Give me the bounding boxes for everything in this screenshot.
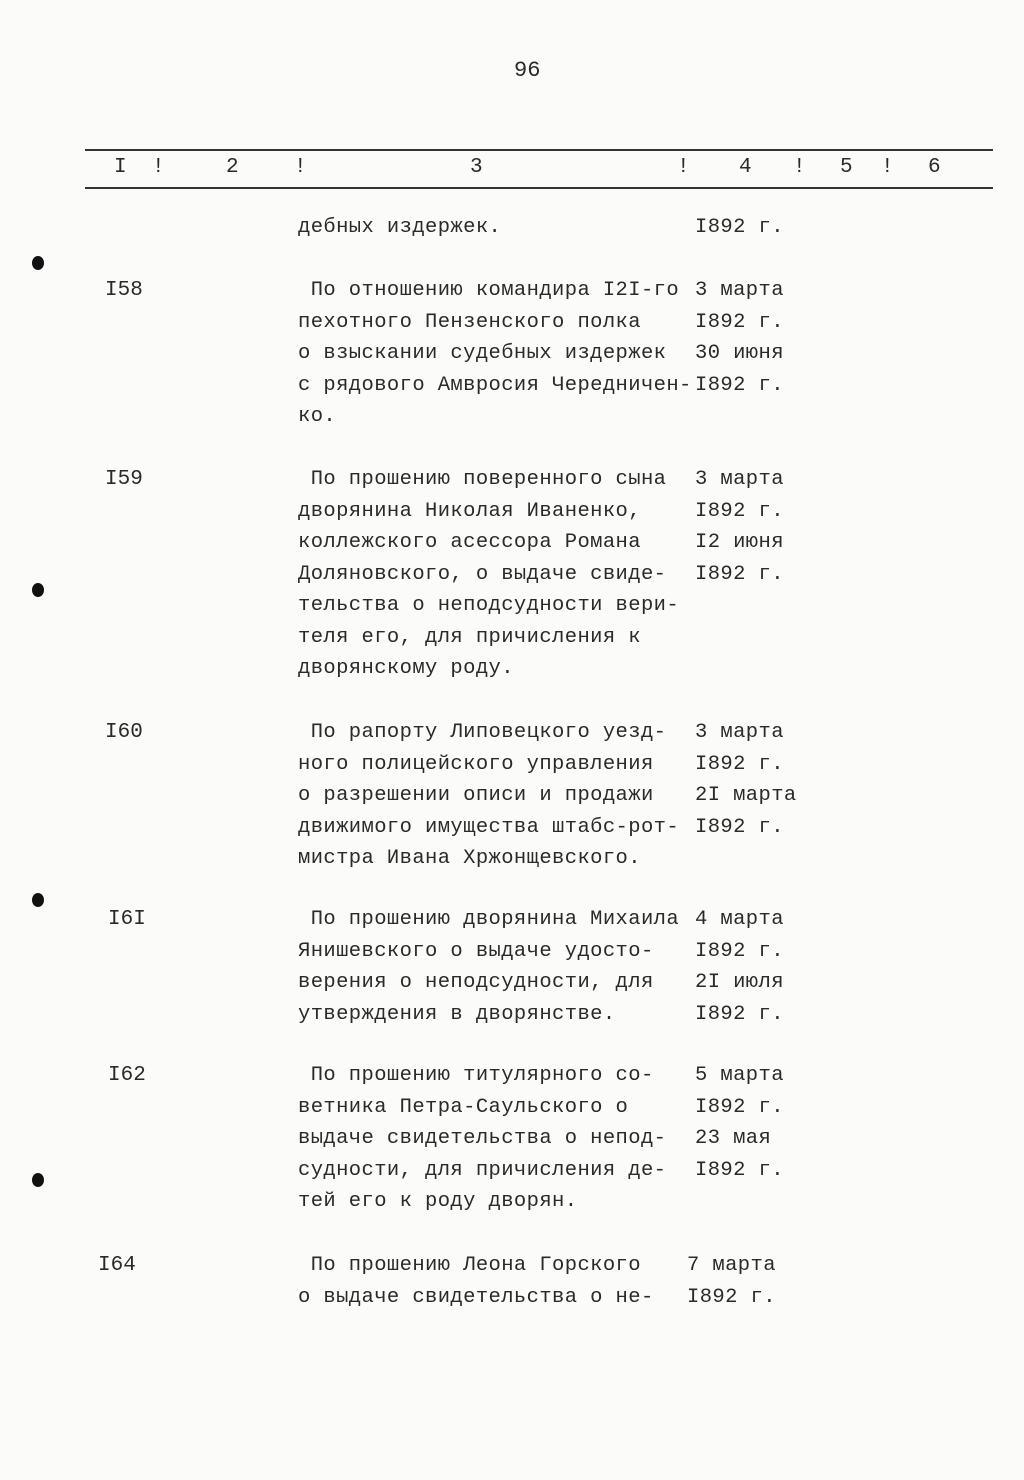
entry-date: I892 г. (695, 373, 784, 397)
entry-description-line: выдаче свидетельства о непод- (298, 1127, 667, 1150)
entry-description-line: По прошению титулярного со- (298, 1064, 654, 1087)
entry-date: 23 мая (695, 1127, 772, 1150)
column-header: 4 (739, 156, 752, 179)
entry-date: 5 марта (695, 1064, 784, 1087)
entry-description-line: о разрешении описи и продажи (298, 784, 654, 807)
column-separator: ! (677, 156, 690, 179)
entry-date: I892 г. (695, 1002, 784, 1026)
column-header: I (114, 156, 127, 179)
entry-description-line: мистра Ивана Хржонщевского. (298, 847, 641, 870)
entry-description-line: ветника Петра-Саульского о (298, 1095, 629, 1119)
entry-description-line: По прошению дворянина Михаила (298, 908, 680, 931)
entry-date: 2I марта (695, 784, 797, 807)
entry-description-line: По прошению поверенного сына (298, 468, 667, 491)
entry-number: I6I (108, 908, 146, 931)
entry-description-line: Янишевского о выдаче удосто- (298, 939, 654, 963)
table-top-rule (85, 149, 993, 151)
entry-date: 3 марта (695, 279, 784, 302)
entry-description-line: утверждения в дворянстве. (298, 1002, 616, 1026)
table-header-bottom-rule (85, 187, 993, 189)
entry-date: I892 г. (695, 752, 784, 776)
entry-number: I58 (105, 279, 143, 302)
entry-date: I892 г. (695, 1095, 784, 1119)
column-separator: ! (793, 156, 806, 179)
entry-description-line: верения о неподсудности, для (298, 971, 654, 994)
entry-description-line: По отношению командира I2I-го (298, 279, 680, 302)
punch-hole-mark (32, 583, 44, 597)
entry-date: I892 г. (695, 815, 784, 839)
entry-description-line: По рапорту Липовецкого уезд- (298, 721, 667, 744)
punch-hole-mark (32, 1173, 44, 1187)
column-header: 6 (928, 156, 941, 179)
entry-description-line: дебных издержек. (298, 216, 502, 239)
entry-number: I62 (108, 1064, 146, 1087)
column-header: 3 (470, 156, 483, 179)
entry-description-line: ко. (298, 405, 337, 428)
entry-date: 30 июня (695, 342, 784, 365)
entry-date: I892 г. (695, 216, 784, 239)
entry-description-line: По прошению Леона Горского (298, 1254, 641, 1277)
page-number: 96 (514, 58, 541, 83)
entry-number: I64 (98, 1254, 136, 1277)
entry-description-line: с рядового Амвросия Чередничен- (298, 373, 692, 397)
column-header: 2 (226, 156, 239, 179)
entry-date: I2 июня (695, 531, 784, 554)
entry-number: I59 (105, 468, 143, 491)
entry-number: I60 (105, 721, 143, 744)
entry-description-line: судности, для причисления де- (298, 1158, 667, 1182)
entry-date: 3 марта (695, 468, 784, 491)
entry-date: I892 г. (695, 939, 784, 963)
entry-description-line: дворянина Николая Иваненко, (298, 499, 641, 523)
entry-description-line: тельства о неподсудности вери- (298, 594, 680, 617)
entry-date: I892 г. (687, 1285, 776, 1309)
entry-description-line: ного полицейского управления (298, 752, 654, 776)
entry-date: I892 г. (695, 310, 784, 334)
column-separator: ! (294, 156, 307, 179)
entry-description-line: дворянскому роду. (298, 657, 514, 680)
entry-date: 3 марта (695, 721, 784, 744)
entry-description-line: Доляновского, о выдаче свиде- (298, 562, 667, 586)
entry-description-line: о взыскании судебных издержек (298, 342, 667, 365)
entry-date: 2I июля (695, 971, 784, 994)
entry-date: I892 г. (695, 562, 784, 586)
entry-description-line: теля его, для причисления к (298, 625, 641, 649)
entry-description-line: тей его к роду дворян. (298, 1190, 578, 1213)
entry-date: 7 марта (687, 1254, 776, 1277)
column-separator: ! (881, 156, 894, 179)
column-header: 5 (840, 156, 853, 179)
punch-hole-mark (32, 256, 44, 270)
entry-description-line: о выдаче свидетельства о не- (298, 1285, 654, 1309)
entry-date: I892 г. (695, 1158, 784, 1182)
entry-date: 4 марта (695, 908, 784, 931)
entry-description-line: движимого имущества штабс-рот- (298, 815, 680, 839)
column-separator: ! (152, 156, 165, 179)
entry-description-line: пехотного Пензенского полка (298, 310, 641, 334)
entry-description-line: коллежского асессора Романа (298, 531, 641, 554)
punch-hole-mark (32, 893, 44, 907)
entry-date: I892 г. (695, 499, 784, 523)
